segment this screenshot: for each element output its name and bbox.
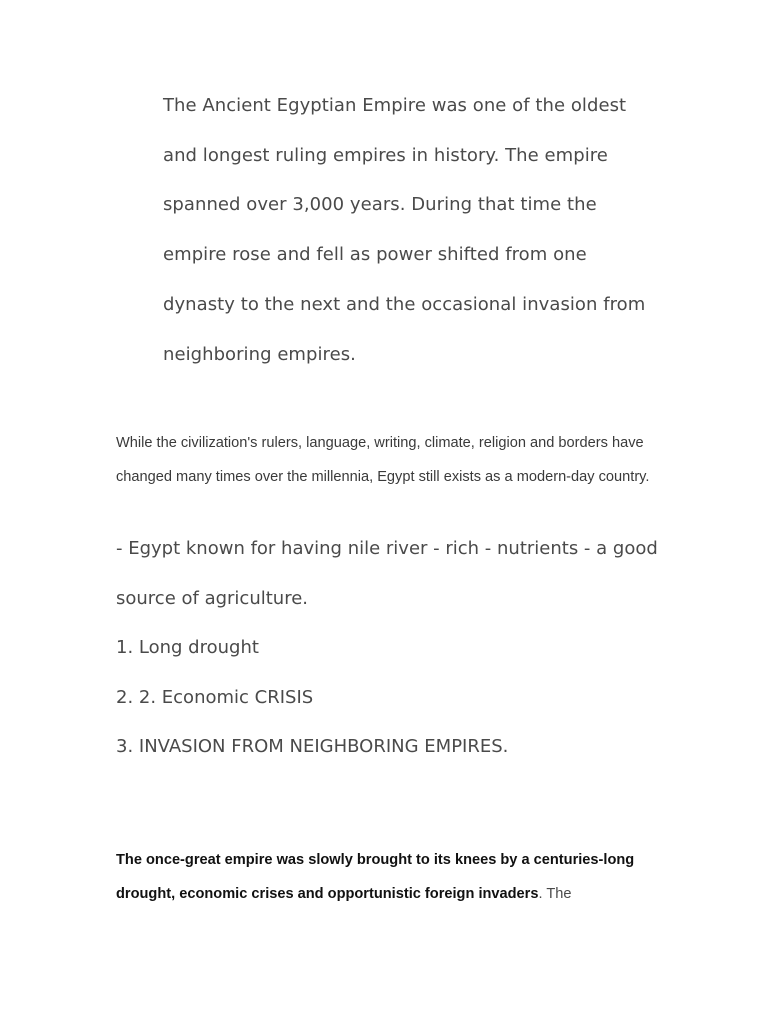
bold-paragraph-tail: . The xyxy=(538,885,572,902)
bold-paragraph xyxy=(116,844,676,911)
cause-list xyxy=(116,623,508,772)
intro-paragraph: The Ancient Egyptian Empire was one of the oldest and longest ruling empires in history. The empire spanned over 3,000 years. During that time the empire rose and fell as power shifted from one dynasty to the next and the occasional invasion from neighboring empires. xyxy=(163,95,646,365)
note-line: - Egypt known for having nile river - rich - nutrients - a good source of agriculture. xyxy=(116,538,658,609)
list-item: 3. INVASION FROM NEIGHBORING EMPIRES. xyxy=(116,736,509,758)
quote-paragraph: While the civilization's rulers, language, writing, climate, religion and borders have changed many times over the millennia, Egypt still exists as a modern-day country. xyxy=(116,435,650,485)
bold-paragraph-text: The once-great empire was slowly brought to its knees by a centuries-long drought, economic crises and opportunistic foreign invaders xyxy=(116,852,635,902)
list-item: 1. Long drought xyxy=(116,637,259,658)
list-item: 2. 2. Economic CRISIS xyxy=(116,686,314,708)
